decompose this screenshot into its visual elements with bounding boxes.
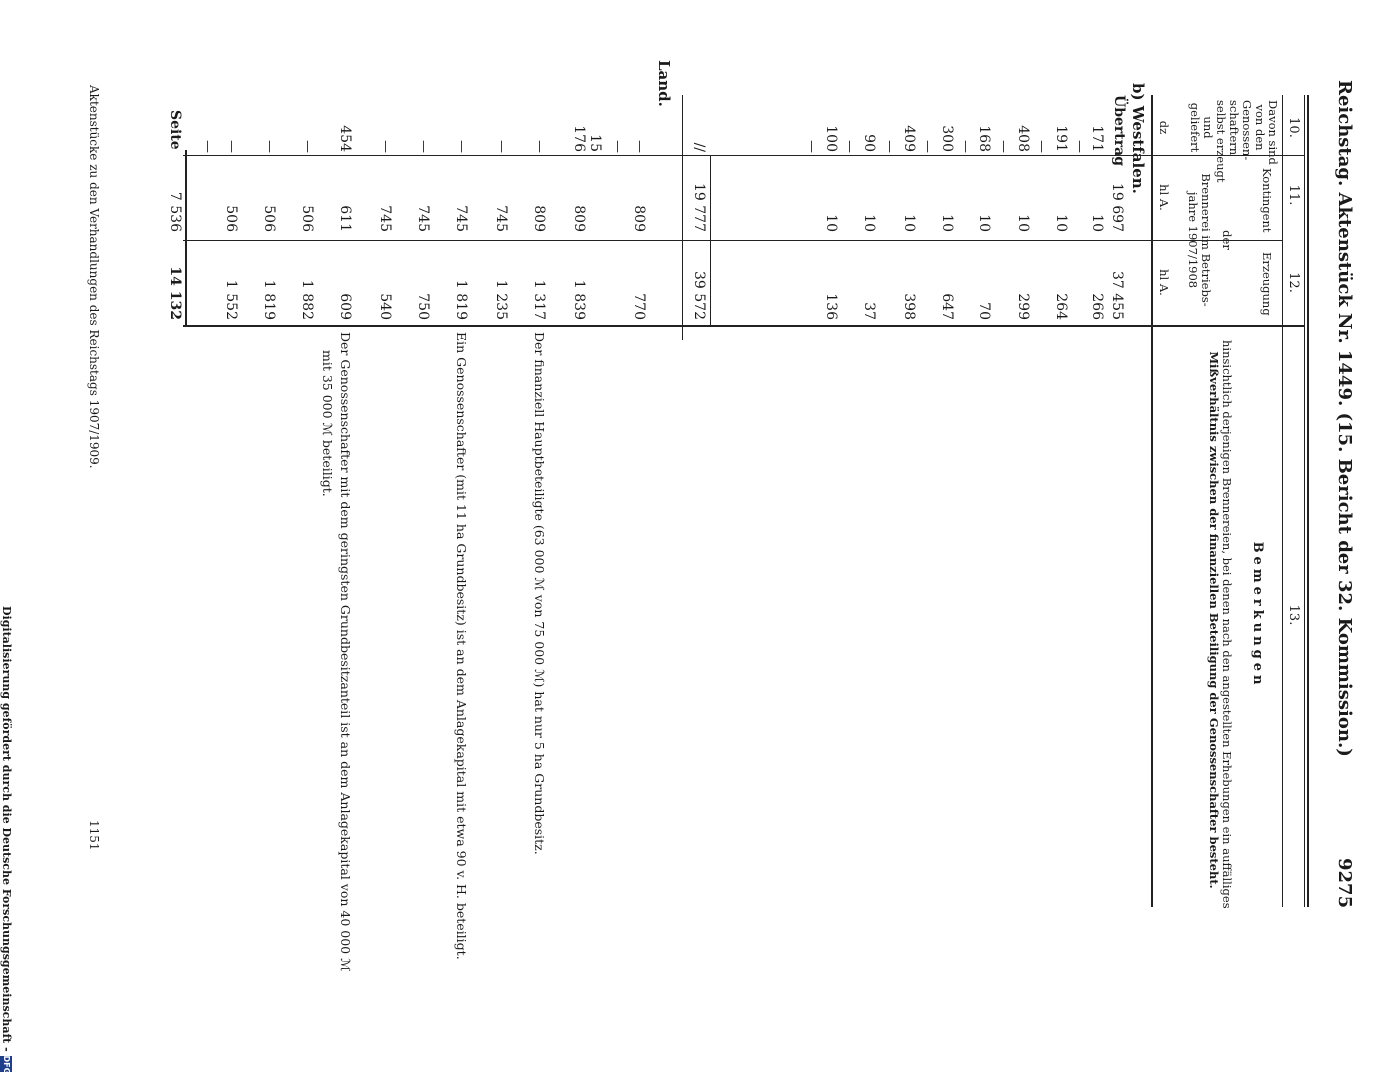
- table-cell: 454: [337, 125, 353, 152]
- table-cell: 300: [939, 125, 955, 152]
- digitization-credit: Digitalisierung gefördert durch die Deutsche Forschungsgemeinschaft - DFG: [0, 606, 13, 1074]
- table-cell: 37: [861, 302, 877, 320]
- unit-col12: hl A.: [1157, 269, 1171, 296]
- table-cell: 1 552: [223, 279, 239, 320]
- header-col-divider-11-12: [1153, 240, 1283, 241]
- table-cell: 745: [453, 205, 469, 232]
- col11-12-shared-heading: der Brennerei im Betriebs- jahre 1907/1908: [1186, 173, 1234, 307]
- table-cell: 10: [901, 214, 917, 232]
- table-cell: 809: [571, 205, 587, 232]
- subtotal-col12: 39 572: [691, 271, 707, 320]
- table-cell: 408: [1015, 125, 1031, 152]
- table-cell: —: [262, 140, 277, 153]
- column-number-rule: [1282, 95, 1283, 907]
- table-cell: 1 819: [453, 279, 469, 320]
- footer-source: Aktenstücke zu den Verhandlungen des Reichstags 1907/1909.: [87, 85, 101, 469]
- table-cell: 100: [823, 125, 839, 152]
- table-cell: —: [200, 140, 215, 153]
- dash-mark: —: [882, 140, 897, 153]
- remark-text: Ein Genossenschafter (mit 11 ha Grundbesitz) ist an dem Anlagekapital mit etwa 90 v. H. beteiligt.: [454, 332, 469, 960]
- subtotal-col11: 19 777: [691, 183, 707, 232]
- table-cell: 10: [939, 214, 955, 232]
- table-cell: 1 317: [531, 279, 547, 320]
- table-cell: 168: [976, 125, 992, 152]
- footer-scan-page: 1151: [87, 820, 101, 851]
- table-cell: —: [632, 140, 647, 153]
- table-cell: 10: [976, 214, 992, 232]
- table-cell: 70: [976, 302, 992, 320]
- table-cell: 745: [377, 205, 393, 232]
- table-cell: —: [224, 140, 239, 153]
- table-cell: 90: [861, 134, 877, 152]
- table-cell: 609: [337, 293, 353, 320]
- table-cell: —: [532, 140, 547, 153]
- column-number-11: 11.: [1286, 184, 1301, 206]
- dash-mark: —: [1034, 140, 1049, 153]
- total-col12: 14 132: [167, 266, 183, 320]
- table-cell: —: [494, 140, 509, 153]
- table-cell: 15: [587, 134, 603, 152]
- table-cell: 506: [299, 205, 315, 232]
- table-cell: 540: [377, 293, 393, 320]
- table-cell: 1 235: [493, 279, 509, 320]
- table-cell: 266: [1089, 293, 1105, 320]
- table-cell: 506: [261, 205, 277, 232]
- unit-col11: hl A.: [1157, 184, 1171, 211]
- table-cell: —: [454, 140, 469, 153]
- column-number-12: 12.: [1286, 272, 1301, 293]
- table-cell: 171: [1089, 125, 1105, 152]
- total-rule: [185, 150, 187, 325]
- col-divider-10-11-top: [683, 155, 1153, 156]
- table-cell: 10: [823, 214, 839, 232]
- col-divider-11-12-top: [683, 240, 1153, 241]
- carry-over-label: Übertrag: [1111, 95, 1127, 166]
- page-header-title: Reichstag. Aktenstück Nr. 1449. (15. Bericht der 32. Kommission.): [1334, 80, 1355, 757]
- table-cell: 37 455: [1109, 271, 1125, 320]
- page-number: 9275: [1334, 858, 1355, 909]
- table-cell: 611: [337, 205, 353, 232]
- table-cell: —: [300, 140, 315, 153]
- table-cell: 1 882: [299, 279, 315, 320]
- table-cell: —: [610, 140, 625, 153]
- dash-mark: —: [920, 140, 935, 153]
- section-westfalen-label: b) Westfalen.: [1129, 83, 1147, 194]
- table-cell: 745: [415, 205, 431, 232]
- table-cell: 750: [415, 293, 431, 320]
- header-rule-bottom: [1151, 95, 1153, 907]
- col-divider-10-11-bottom: [183, 155, 683, 156]
- table-cell: 745: [493, 205, 509, 232]
- dash-mark: —: [958, 140, 973, 153]
- subtotal-rule-bottom: [682, 95, 683, 340]
- table-cell: 809: [631, 205, 647, 232]
- col13-subheading: hinsichtlich derjenigen Brennereien, bei denen nach den angestellten Erhebungen ein auffälliges Mißverhältnis zwischen der finanziellen Beteiligung der Genossenschafter besteht.: [1207, 340, 1234, 909]
- table-cell: —: [416, 140, 431, 153]
- col-divider-12-13-bottom: [183, 325, 683, 327]
- table-cell: 264: [1053, 293, 1069, 320]
- column-number-10: 10.: [1286, 117, 1301, 138]
- section-land-label: Land.: [655, 60, 673, 107]
- table-cell: 19 697: [1109, 183, 1125, 232]
- table-cell: 10: [1015, 214, 1031, 232]
- table-cell: 10: [1053, 214, 1069, 232]
- header-col-divider-12-13: [1153, 325, 1305, 327]
- remark-text: Der Genossenschafter mit dem geringsten Grundbesitzanteil ist an dem Anlagekapital von 40 000 ℳ: [338, 332, 353, 972]
- dash-mark: —: [804, 140, 819, 153]
- remark-text: mit 35 000 ℳ beteiligt.: [320, 350, 335, 497]
- table-cell: 191: [1053, 125, 1069, 152]
- col11-heading: Kontingent: [1260, 168, 1274, 233]
- table-cell: 506: [223, 205, 239, 232]
- col10-heading: Davon sind von den Genossen- schaftern selbst erzeugt und geliefert: [1188, 100, 1280, 183]
- dash-mark: —: [996, 140, 1011, 153]
- table-cell: 398: [901, 293, 917, 320]
- table-cell: 809: [531, 205, 547, 232]
- header-col-divider-10-11: [1153, 155, 1305, 156]
- dfg-logo: DFG: [2, 1055, 11, 1074]
- table-cell: 136: [823, 293, 839, 320]
- table-cell: 299: [1015, 293, 1031, 320]
- header-rule-top-2: [1304, 95, 1305, 907]
- dash-mark: —: [1072, 140, 1087, 153]
- header-rule-top: [1307, 95, 1309, 907]
- col-divider-11-12-bottom: [183, 240, 683, 241]
- col13-heading: Bemerkungen: [1250, 541, 1265, 689]
- table-cell: 770: [631, 293, 647, 320]
- table-cell: —: [378, 140, 393, 153]
- column-number-13: 13.: [1286, 604, 1301, 626]
- table-cell: 409: [901, 125, 917, 152]
- table-cell: 1 819: [261, 279, 277, 320]
- total-col11: 7 536: [167, 191, 183, 232]
- table-cell: 647: [939, 293, 955, 320]
- subtotal-mark: //: [691, 142, 707, 152]
- remark-text: Der finanziell Hauptbeteiligte (63 000 ℳ von 75 000 ℳ) hat nur 5 ha Grundbesitz.: [532, 332, 547, 855]
- table-cell: 10: [1089, 214, 1105, 232]
- table-cell: 10: [861, 214, 877, 232]
- table-cell: 176: [571, 125, 587, 152]
- dash-mark: —: [842, 140, 857, 153]
- col12-heading: Erzeugung: [1260, 252, 1274, 316]
- col-divider-12-13-top: [683, 325, 1153, 327]
- table-cell: 1 839: [571, 279, 587, 320]
- unit-col10: dz: [1157, 120, 1171, 135]
- total-label: Seite: [167, 110, 183, 150]
